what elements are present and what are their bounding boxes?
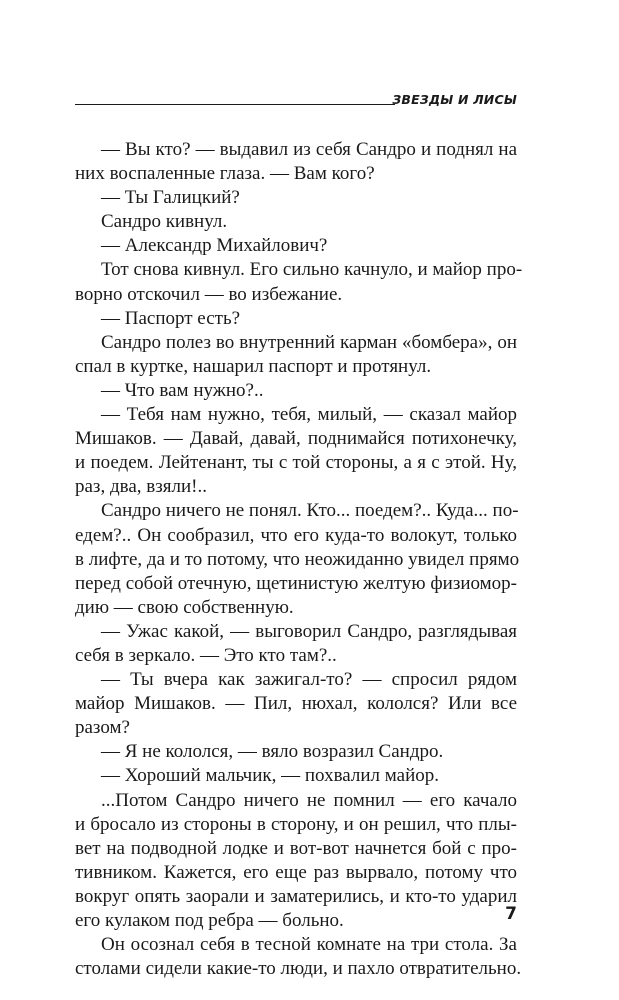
- text-line: — Тебя нам нужно, тебя, милый, — сказал майор: [101, 404, 517, 426]
- page-number: 7: [505, 904, 517, 924]
- running-title: ЗВЕЗДЫ И ЛИСЫ: [392, 92, 517, 107]
- text-line: и поедем. Лейтенант, ты с той стороны, а я с этой. Ну,: [75, 452, 517, 474]
- text-line: и бросало из стороны в сторону, и он решил, что плы-: [75, 813, 517, 835]
- text-line: — Ужас какой, — выговорил Сандро, разглядывая: [101, 620, 517, 642]
- text-line: — Ты Галицкий?: [101, 187, 240, 209]
- text-line: в лифте, да и то потому, что неожиданно увидел прямо: [75, 548, 520, 570]
- text-line: его кулаком под ребра — больно.: [75, 910, 344, 931]
- text-line: спал в куртке, нашарил паспорт и протянул.: [75, 355, 432, 377]
- header-rule: [75, 104, 395, 105]
- text-line: едем?.. Он сообразил, что его куда-то волокут, только: [75, 524, 517, 546]
- text-line: ...Потом Сандро ничего не помнил — его качало: [101, 789, 517, 811]
- text-line: раз, два, взяли!..: [75, 476, 207, 498]
- text-line: — Что вам нужно?..: [101, 379, 264, 401]
- text-line: — Паспорт есть?: [101, 307, 241, 329]
- text-line: — Хороший мальчик, — похвалил майор.: [101, 765, 440, 787]
- text-line: Тот снова кивнул. Его сильно качнуло, и майор про-: [101, 259, 523, 281]
- text-line: разом?: [75, 717, 130, 739]
- text-line: вокруг опять заорали и заматерились, и кто-то ударил: [75, 885, 517, 907]
- text-line: Сандро ничего не понял. Кто... поедем?.. Куда... по-: [101, 500, 519, 522]
- text-line: — Ты вчера как зажигал-то? — спросил рядом: [101, 669, 517, 691]
- text-line: — Александр Михайлович?: [101, 235, 328, 257]
- text-line: столами сидели какие-то люди, и пахло отвратительно.: [75, 958, 522, 980]
- text-line: — Я не кололся, — вяло возразил Сандро.: [101, 741, 444, 763]
- text-line: ворно отскочил — во избежание.: [75, 283, 343, 305]
- text-line: перед собой отечную, щетинистую желтую физиомор-: [75, 572, 517, 594]
- text-line: Мишаков. — Давай, давай, поднимайся потихонечку,: [75, 428, 517, 450]
- text-line: Сандро кивнул.: [101, 211, 228, 233]
- body-text: [75, 138, 523, 981]
- text-line: дию — свою собственную.: [75, 596, 294, 618]
- text-line: вет на подводной лодке и вот-вот начнется бой с про-: [75, 837, 517, 859]
- text-line: майор Мишаков. — Пил, нюхал, кололся? Или все: [75, 693, 517, 715]
- text-line: них воспаленные глаза. — Вам кого?: [75, 163, 375, 185]
- text-line: тивником. Кажется, его еще раз вырвало, потому что: [75, 861, 517, 883]
- text-line: себя в зеркало. — Это кто там?..: [75, 644, 337, 666]
- text-line: Он осознал себя в тесной комнате на три стола. За: [101, 934, 517, 956]
- text-line: Сандро полез во внутренний карман «бомбера», он: [101, 331, 517, 353]
- text-line: — Вы кто? — выдавил из себя Сандро и поднял на: [101, 139, 517, 160]
- running-header: [75, 92, 517, 108]
